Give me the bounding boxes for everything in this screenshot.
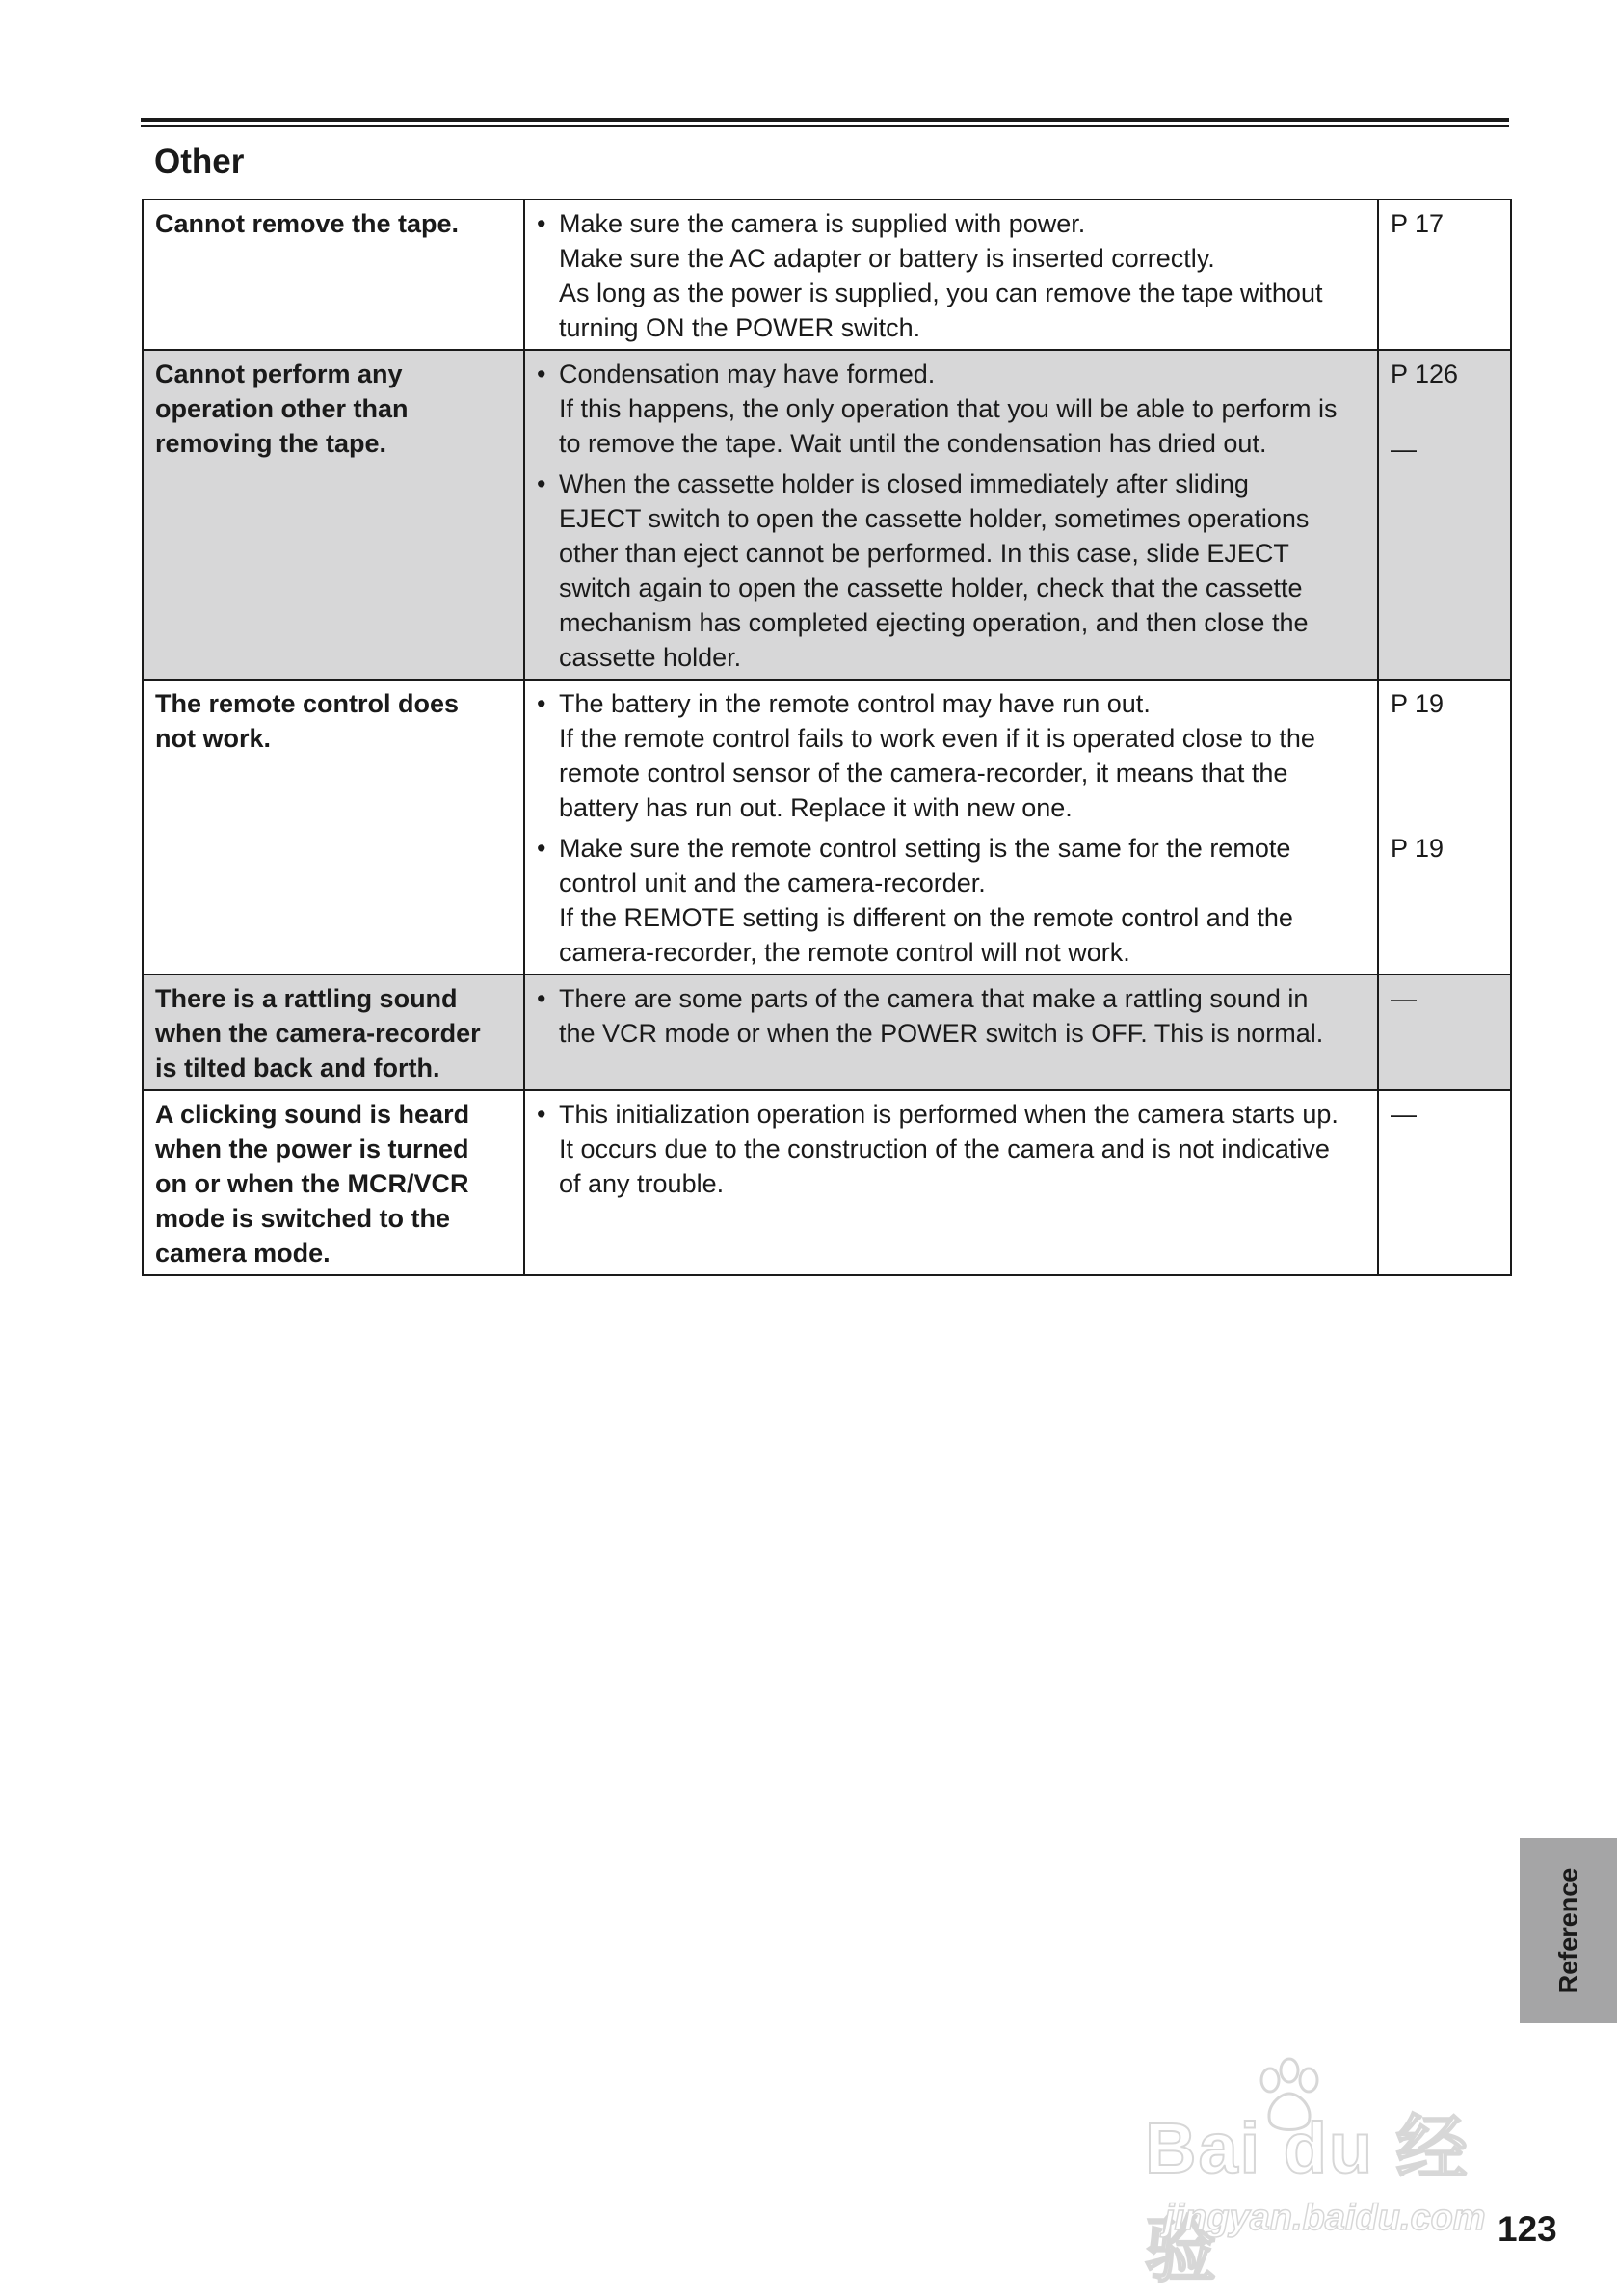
remedy-cell (524, 680, 1378, 974)
symptom-line: Cannot perform any (155, 360, 403, 388)
symptom-line: removing the tape. (155, 429, 387, 458)
remedy-item (537, 1097, 1365, 1201)
page-ref: — (1391, 984, 1417, 1013)
watermark-main-text: Bai du 经验 (1145, 2108, 1470, 2290)
remedy-item (537, 831, 1365, 970)
bullet: • (537, 689, 546, 718)
remedy-line: other than eject cannot be performed. In this case, slide EJECT (559, 539, 1289, 568)
remedy-item (537, 686, 1365, 825)
remedy-line: Condensation may have formed. (559, 360, 936, 388)
remedy-line: remote control sensor of the camera-recorder, it means that the (559, 759, 1288, 788)
symptom-line: Cannot remove the tape. (155, 209, 460, 238)
table-row (143, 350, 1511, 680)
symptom-cell (143, 680, 524, 974)
table-row (143, 680, 1511, 974)
page-ref: P 17 (1391, 209, 1445, 238)
remedy-line: There are some parts of the camera that make a rattling sound in (559, 984, 1309, 1013)
symptom-line: There is a rattling sound (155, 984, 458, 1013)
table-row (143, 974, 1511, 1090)
symptom-line: mode is switched to the (155, 1204, 451, 1233)
page-ref: — (1391, 435, 1417, 464)
remedy-cell (524, 974, 1378, 1090)
top-rule-thick (141, 118, 1509, 122)
page-ref: — (1391, 1100, 1417, 1129)
page-number: 123 (1498, 2209, 1557, 2249)
page-ref: P 19 (1391, 689, 1445, 718)
symptom-line: The remote control does (155, 689, 460, 718)
bullet: • (537, 984, 546, 1013)
page-ref-cell (1378, 1090, 1511, 1275)
symptom-line: is tilted back and forth. (155, 1054, 440, 1082)
remedy-cell (524, 350, 1378, 680)
symptom-cell (143, 200, 524, 350)
side-tab-label: Reference (1553, 1867, 1582, 1994)
remedy-item (537, 357, 1365, 461)
remedy-cell (524, 1090, 1378, 1275)
remedy-line: EJECT switch to open the cassette holder, sometimes operations (559, 504, 1310, 533)
page-ref: P 19 (1391, 834, 1445, 863)
symptom-line: operation other than (155, 394, 409, 423)
remedy-line: If the REMOTE setting is different on the remote control and the (559, 903, 1293, 932)
remedy-line: When the cassette holder is closed immediately after sliding (559, 469, 1249, 498)
remedy-line: the VCR mode or when the POWER switch is OFF. This is normal. (559, 1019, 1324, 1048)
page-ref-cell (1378, 200, 1511, 350)
remedy-line: to remove the tape. Wait until the condensation has dried out. (559, 429, 1267, 458)
symptom-line: not work. (155, 724, 271, 753)
bullet: • (537, 360, 546, 388)
troubleshooting-table (142, 199, 1512, 1276)
remedy-line: cassette holder. (559, 643, 742, 672)
symptom-line: A clicking sound is heard (155, 1100, 470, 1129)
table-row (143, 200, 1511, 350)
symptom-cell (143, 974, 524, 1090)
symptom-line: on or when the MCR/VCR (155, 1169, 469, 1198)
remedy-line: This initialization operation is performed when the camera starts up. (559, 1100, 1339, 1129)
bullet: • (537, 1100, 546, 1129)
page-ref-cell (1378, 974, 1511, 1090)
remedy-line: Make sure the remote control setting is the same for the remote (559, 834, 1291, 863)
remedy-line: turning ON the POWER switch. (559, 313, 921, 342)
remedy-line: battery has run out. Replace it with new one. (559, 793, 1073, 822)
page-ref-cell (1378, 350, 1511, 680)
top-rule-thin (141, 125, 1509, 127)
section-side-tab (1520, 1838, 1617, 2023)
remedy-item (537, 467, 1365, 675)
remedy-line: Make sure the AC adapter or battery is inserted correctly. (559, 244, 1215, 273)
remedy-line: It occurs due to the construction of the camera and is not indicative (559, 1135, 1330, 1163)
remedy-line: mechanism has completed ejecting operation, and then close the (559, 608, 1309, 637)
table-row (143, 1090, 1511, 1275)
ref-spacer (1391, 790, 1498, 825)
symptom-line: camera mode. (155, 1239, 331, 1268)
bullet: • (537, 209, 546, 238)
ref-spacer (1391, 391, 1498, 426)
remedy-line: Make sure the camera is supplied with power. (559, 209, 1086, 238)
section-title: Other (154, 143, 245, 180)
bullet: • (537, 834, 546, 863)
baidu-watermark (1145, 2053, 1521, 2290)
symptom-cell (143, 1090, 524, 1275)
remedy-line: The battery in the remote control may have run out. (559, 689, 1151, 718)
remedy-cell (524, 200, 1378, 350)
symptom-line: when the power is turned (155, 1135, 469, 1163)
symptom-line: when the camera-recorder (155, 1019, 481, 1048)
symptom-cell (143, 350, 524, 680)
watermark-url-text: jingyan.baidu.com (1164, 2198, 1486, 2238)
bullet: • (537, 469, 546, 498)
remedy-line: If this happens, the only operation that you will be able to perform is (559, 394, 1338, 423)
page-ref-cell (1378, 680, 1511, 974)
remedy-line: If the remote control fails to work even if it is operated close to the (559, 724, 1315, 753)
page-ref: P 126 (1391, 360, 1459, 388)
remedy-line: As long as the power is supplied, you can remove the tape without (559, 279, 1323, 307)
ref-spacer (1391, 756, 1498, 790)
remedy-line: control unit and the camera-recorder. (559, 868, 986, 897)
remedy-item (537, 206, 1365, 345)
remedy-line: camera-recorder, the remote control will not work. (559, 938, 1130, 967)
remedy-line: of any trouble. (559, 1169, 725, 1198)
remedy-item (537, 981, 1365, 1051)
ref-spacer (1391, 721, 1498, 756)
remedy-line: switch again to open the cassette holder, check that the cassette (559, 574, 1303, 602)
